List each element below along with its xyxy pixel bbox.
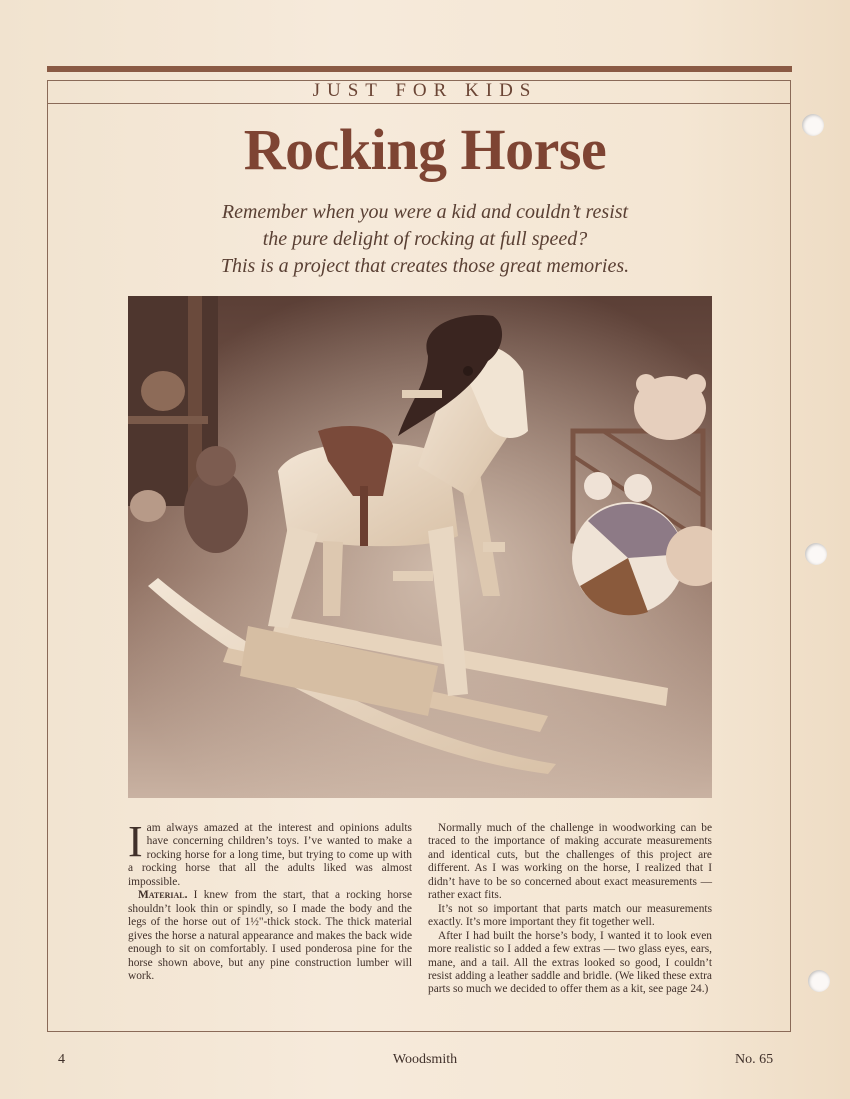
article-paragraph <box>428 903 712 930</box>
article-paragraph <box>428 930 712 997</box>
paragraph-text: Normally much of the challenge in woodworking can be traced to the importance of making accurate measurements and identical cuts, but the challenges of this project are different. As I was working on the horse, I realized that I didn’t have to be so concerned about exact measurements — rather exact fits. <box>428 822 712 902</box>
kicker-rule <box>47 103 791 104</box>
paragraph-text: It’s not so important that parts match our measurements exactly. It’s more important they fit together well. <box>428 902 712 929</box>
photo-illustration <box>128 296 712 798</box>
issue-number: No. 65 <box>735 1052 774 1067</box>
deck-line: the pure delight of rocking at full speed? <box>262 228 588 250</box>
binder-hole <box>805 543 827 565</box>
paragraph-text: I knew from the start, that a rocking horse shouldn’t look thin or spindly, so I made the body and the legs of the horse out of 1½"-thick stock. The thick material gives the horse a natural appearance and makes the back wide enough to sit on comfortably. I used ponderosa pine for the horse shown above, but any pine construction lumber will work. <box>128 889 412 982</box>
article-deck <box>150 199 700 280</box>
runin-heading: Material. <box>138 889 188 902</box>
article-paragraph <box>428 822 712 903</box>
deck-line: Remember when you were a kid and couldn’t resist <box>221 201 629 223</box>
paragraph-text: am always amazed at the interest and opinions adults have concerning children’s toys. I’ve wanted to make a rocking horse for a long time, but trying to come up with a rocking horse that all the adults liked was almost impossible. <box>128 822 412 888</box>
magazine-name: Woodsmith <box>392 1052 458 1067</box>
top-rule-bar <box>47 66 792 72</box>
section-kicker: JUST FOR KIDS <box>312 80 538 101</box>
article-paragraph <box>128 817 412 889</box>
page-number: 4 <box>58 1052 65 1067</box>
article-title: Rocking Horse <box>243 117 607 182</box>
article-body <box>128 817 712 997</box>
binder-hole <box>808 970 830 992</box>
drop-cap: I <box>128 817 143 866</box>
article-paragraph <box>128 889 412 983</box>
binder-hole <box>802 114 824 136</box>
paragraph-text: After I had built the horse’s body, I wanted it to look even more realistic so I added a few extras — two glass eyes, ears, mane, and a tail. All the extras looked so good, I couldn’t resist adding a leather saddle and bridle. (We liked these extra parts so much we decided to offer them as a kit, see page 24.) <box>428 929 712 996</box>
deck-line: This is a project that creates those great memories. <box>220 255 630 277</box>
rocking-horse-photo <box>128 296 712 798</box>
